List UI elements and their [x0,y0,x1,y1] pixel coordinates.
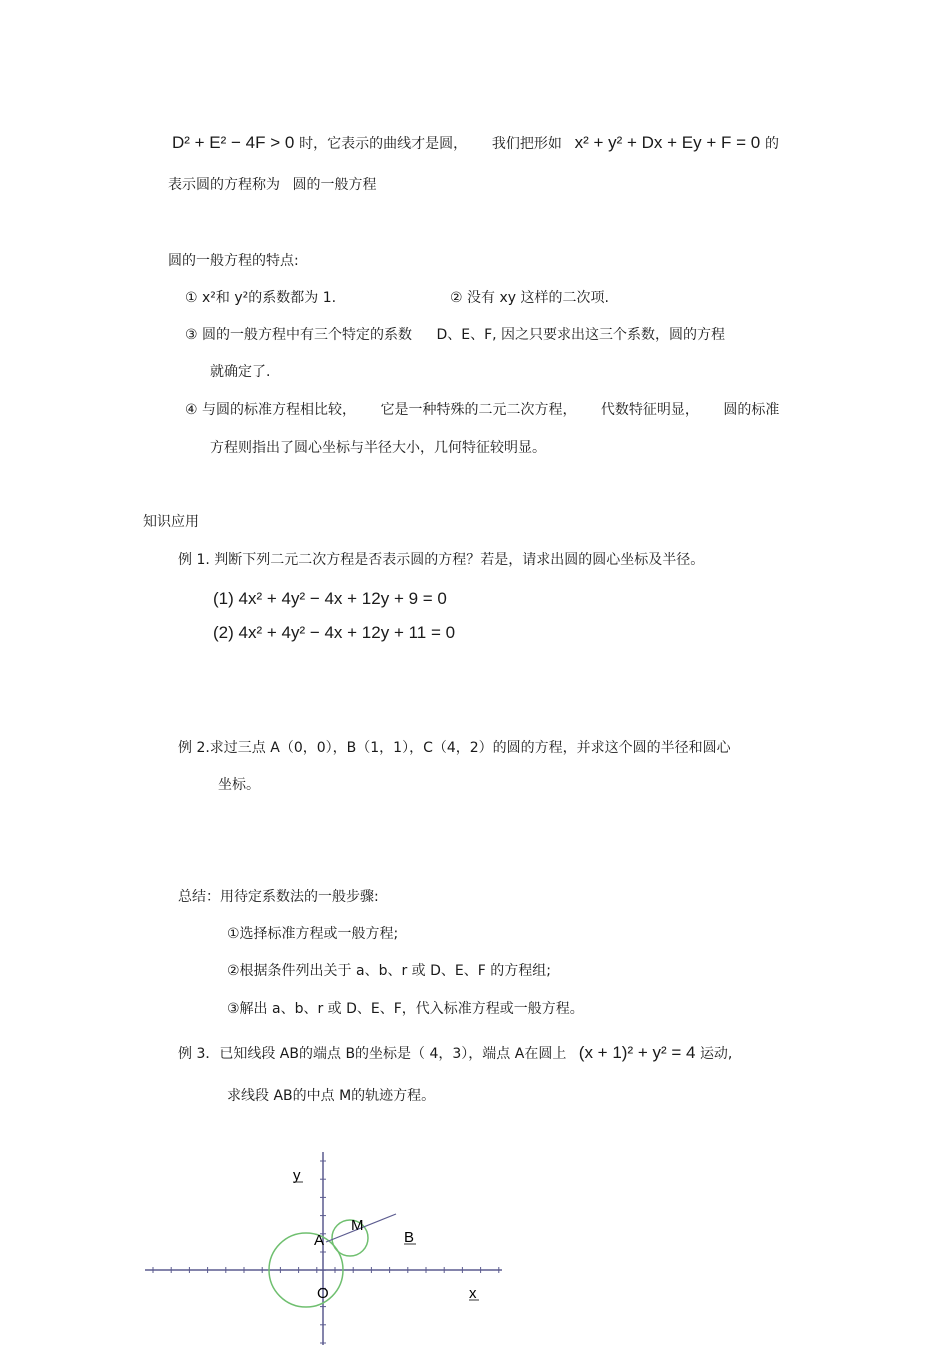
example-3-line-1 [178,1044,732,1063]
application-heading: 知识应用 [143,514,199,530]
feature-item-3-text: ③ 圆的一般方程中有三个特定的系数 [185,327,413,343]
circle-equation: (x + 1)² + y² = 4 [578,1043,696,1062]
feature-item-4-part-b: 它是一种特殊的二元二次方程， [380,402,577,418]
coordinate-figure [140,1150,510,1350]
term-general-equation: 圆的一般方程 [292,177,377,193]
example-3-text-end: 运动, [699,1046,733,1062]
feature-item-4-line-1 [185,401,779,419]
feature-item-3-line-1 [185,326,725,344]
label-b: B [404,1229,415,1246]
example-2-line-1: 例 2.求过三点 A（0，0），B（1，1），C（4，2）的圆的方程，并求这个圆的半径和圆心 [178,740,731,756]
axis-ticks [153,1161,499,1343]
condition-text: 时，它表示的曲线才是圆， [299,136,468,152]
feature-item-2: ② 没有 xy 这样的二次项. [450,290,609,306]
label-x: x [469,1285,477,1302]
intro-line-2 [168,176,376,194]
condition-formula: D² + E² − 4F > 0 [172,133,295,152]
label-o: O [317,1285,329,1302]
intro-text: 表示圆的方程称为 [168,177,280,193]
feature-item-4-part-a: ④ 与圆的标准方程相比较， [185,402,357,418]
example-3-line-2: 求线段 AB的中点 M的轨迹方程。 [227,1088,436,1104]
features-title: 圆的一般方程的特点: [168,253,299,269]
form-prefix: 我们把形如 [491,136,562,152]
intro-line-1 [172,134,779,153]
form-suffix: 的 [764,136,779,152]
feature-item-4-part-d: 圆的标准 [723,402,780,418]
example-2-line-2: 坐标。 [218,777,260,793]
example-1: 例 1. 判断下列二元二次方程是否表示圆的方程？若是，请求出圆的圆心坐标及半径。 [178,552,705,568]
feature-item-1: ① x²和 y²的系数都为 1. [185,290,337,306]
feature-item-3-line-2: 就确定了. [210,364,271,380]
feature-item-3-text-b: D、E、F, 因之只要求出这三个系数，圆的方程 [436,327,726,343]
label-y: y [293,1167,301,1184]
summary-step-2: ②根据条件列出关于 a、b、r 或 D、E、F 的方程组; [227,963,551,979]
summary-step-3: ③解出 a、b、r 或 D、E、F，代入标准方程或一般方程。 [227,1001,584,1017]
summary-step-1: ①选择标准方程或一般方程; [227,926,399,942]
example-1-equation-2: (2) 4x² + 4y² − 4x + 12y + 11 = 0 [213,623,456,642]
general-form-formula: x² + y² + Dx + Ey + F = 0 [574,133,761,152]
feature-item-4-part-c: 代数特征明显， [600,402,699,418]
example-1-equation-1: (1) 4x² + 4y² − 4x + 12y + 9 = 0 [213,589,447,608]
label-m: M [351,1217,364,1234]
example-3-text: 例 3．已知线段 AB的端点 B的坐标是（ 4，3），端点 A在圆上 [178,1046,567,1062]
label-a: A [314,1232,325,1249]
feature-item-4-line-2: 方程则指出了圆心坐标与半径大小，几何特征较明显。 [210,440,546,456]
summary-title: 总结：用待定系数法的一般步骤: [178,889,379,905]
